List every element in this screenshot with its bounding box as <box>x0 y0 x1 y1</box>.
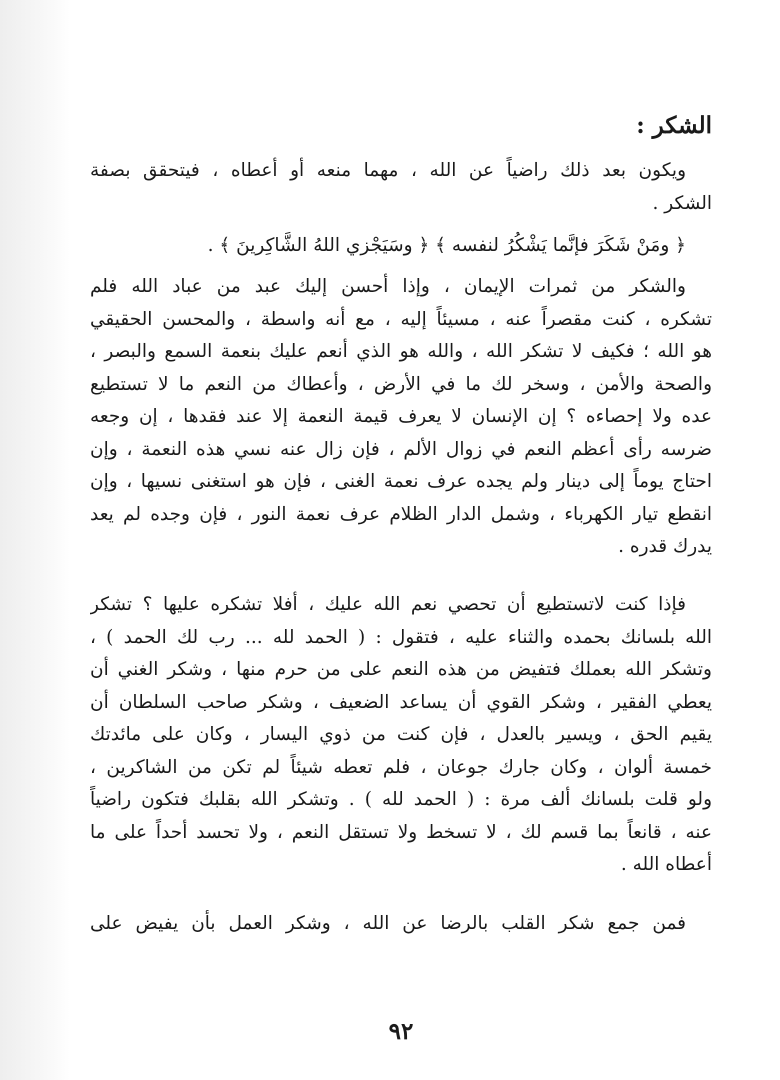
text-line: يدرك قدره . <box>618 536 712 557</box>
paragraph-ways-of-thanks <box>90 589 712 882</box>
text-line: الشكر . <box>652 192 712 214</box>
text-line: ويكون بعد ذلك راضياً عن الله ، مهما منعه أو أعطاه ، فيتحقق بصفة <box>90 160 686 181</box>
text-line: ضرسه رأى أعظم النعم في زوال الألم ، فإن زال عنه نسي هذه النعمة ، وإن <box>90 438 712 460</box>
page-number: ٩٢ <box>388 1018 414 1045</box>
paragraph-conclusion-start <box>90 908 712 941</box>
section-heading: الشكر : <box>636 112 712 139</box>
text-line: تشكره ، كنت مقصراً عنه ، مسيئاً إليه ، مع أنه واسطة ، والمحسن الحقيقي <box>90 308 712 330</box>
book-page <box>90 0 712 1080</box>
text-line: ولو قلت بلسانك ألف مرة : ( الحمد لله ) . وتشكر الله بقلبك فتكون راضياً <box>90 789 712 810</box>
text-line: انقطع تيار الكهرباء ، وشمل الدار الظلام عرف نعمة النور ، فإن وجده لم يعد <box>90 503 712 525</box>
text-line: فمن جمع شكر القلب بالرضا عن الله ، وشكر العمل بأن يفيض على <box>90 913 686 934</box>
text-line: فإذا كنت لاتستطيع أن تحصي نعم الله عليك ، أفلا تشكره عليها ؟ تشكر <box>90 594 686 615</box>
text-line: عنه ، قانعاً بما قسم لك ، لا تسخط ولا تستقل النعم ، ولا تحسد أحداً على ما <box>90 821 712 843</box>
paragraph-gratitude-fruits <box>90 271 712 564</box>
quran-verse <box>90 230 712 263</box>
text-line: احتاج يوماً إلى دينار ولم يجده عرف نعمة الغنى ، فإن هو استغنى نسيها ، وإن <box>90 471 712 492</box>
text-line: والصحة والأمن ، وسخر لك ما في الأرض ، وأعطاك من النعم ما لا تستطيع <box>90 373 712 395</box>
text-line: يعطي الفقير ، وشكر القوي أن يساعد الضعيف ، وشكر صاحب السلطان أن <box>90 691 712 713</box>
text-line: عده ولا إحصاءه ؟ إن الإنسان لا يعرف قيمة النعمة إلا عند فقدها ، إن وجعه <box>90 406 712 427</box>
text-line: أعطاه الله . <box>620 854 712 875</box>
verse-line: ﴿ ومَنْ شَكَرَ فإنَّما يَشْكُرُ لنفسه ﴾ ﴿ وسَيَجْزي اللهُ الشَّاكِرينَ ﴾ . <box>207 235 686 256</box>
text-line: هو الله ؛ فكيف لا تشكر الله ، والله هو الذي أنعم عليك بنعمة السمع والبصر ، <box>90 341 712 362</box>
text-line: وتشكر الله بعملك فتفيض من هذه النعم على من حرم منها ، وشكر الغني أن <box>90 659 712 680</box>
intro-paragraph <box>90 155 712 220</box>
text-line: خمسة ألوان ، وكان جارك جوعان ، فلم تعطه شيئاً لم تكن من الشاكرين ، <box>90 756 712 778</box>
text-line: يقيم الحق ، ويسير بالعدل ، فإن كنت من ذوي اليسار ، وكان على مائدتك <box>90 724 712 745</box>
text-line: الله بلسانك بحمده والثناء عليه ، فتقول : ( الحمد لله ... رب لك الحمد ) ، <box>90 626 712 648</box>
text-line: والشكر من ثمرات الإيمان ، وإذا أحسن إليك عبد من عباد الله فلم <box>90 276 686 297</box>
page-edge-shadow <box>0 0 70 1080</box>
